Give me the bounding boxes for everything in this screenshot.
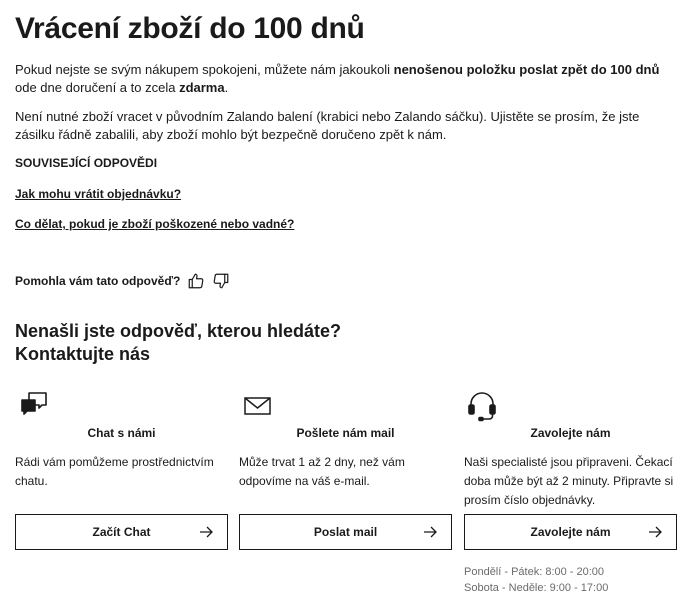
chat-icon — [19, 390, 51, 422]
page-title: Vrácení zboží do 100 dnů — [15, 12, 365, 45]
contact-heading-line2: Kontaktujte nás — [15, 344, 151, 364]
related-answers-heading: SOUVISEJÍCÍ ODPOVĚDI — [15, 156, 158, 170]
send-mail-button[interactable] — [239, 514, 452, 550]
intro-bold-return-window: nenošenou položku poslat zpět do 100 dnů — [393, 62, 660, 77]
related-link-how-to-return[interactable]: Jak mohu vrátit objednávku? — [15, 187, 182, 201]
start-chat-label: Začít Chat — [92, 525, 151, 539]
contact-heading — [15, 320, 341, 366]
contact-heading-line1: Nenašli jste odpověď, kterou hledáte? — [15, 321, 342, 341]
arrow-right-icon — [648, 525, 662, 539]
phone-title: Zavolejte nám — [530, 426, 611, 440]
arrow-right-icon — [199, 525, 213, 539]
headset-icon — [466, 390, 498, 422]
intro-text-b: ode dne doručení a to zcela — [15, 80, 180, 95]
chat-title: Chat s námi — [87, 426, 156, 440]
call-us-label: Zavolejte nám — [530, 525, 611, 539]
hours-weekdays: Pondělí - Pátek: 8:00 - 20:00 — [464, 566, 605, 578]
call-us-button[interactable] — [464, 514, 677, 550]
hours-weekend: Sobota - Neděle: 9:00 - 17:00 — [464, 582, 609, 594]
send-mail-label: Poslat mail — [313, 525, 378, 539]
packaging-paragraph: Není nutné zboží vracet v původním Zalando balení (krabici nebo Zalando sáčku). Ujistěte se prosím, že jste zásilku řádně zabalili, aby zboží mohlo být bezpečně doručeno zpět k nám. — [15, 109, 640, 142]
feedback-bar — [15, 272, 230, 290]
arrow-right-icon — [423, 525, 437, 539]
feedback-question: Pomohla vám tato odpověď? — [15, 274, 181, 288]
intro-paragraph — [15, 61, 670, 97]
mail-description: Může trvat 1 až 2 dny, než vám odpovíme na váš e-mail. — [239, 455, 405, 488]
intro-text-c: . — [224, 80, 229, 95]
related-link-damaged-goods[interactable]: Co dělat, pokud je zboží poškozené nebo vadné? — [15, 217, 295, 231]
start-chat-button[interactable] — [15, 514, 228, 550]
thumbs-down-icon[interactable] — [212, 272, 230, 290]
mail-title: Pošlete nám mail — [296, 426, 395, 440]
chat-description: Rádi vám pomůžeme prostřednictvím chatu. — [15, 455, 214, 488]
phone-hours — [464, 564, 608, 596]
phone-description: Naši specialisté jsou připraveni. Čekací doba může být až 2 minuty. Připravte si prosím číslo objednávky. — [464, 455, 674, 507]
intro-bold-free: zdarma — [179, 80, 225, 95]
intro-text-a: Pokud nejste se svým nákupem spokojeni, můžete nám jakoukoli — [15, 62, 394, 77]
thumbs-up-icon[interactable] — [187, 272, 205, 290]
mail-icon — [242, 390, 274, 422]
